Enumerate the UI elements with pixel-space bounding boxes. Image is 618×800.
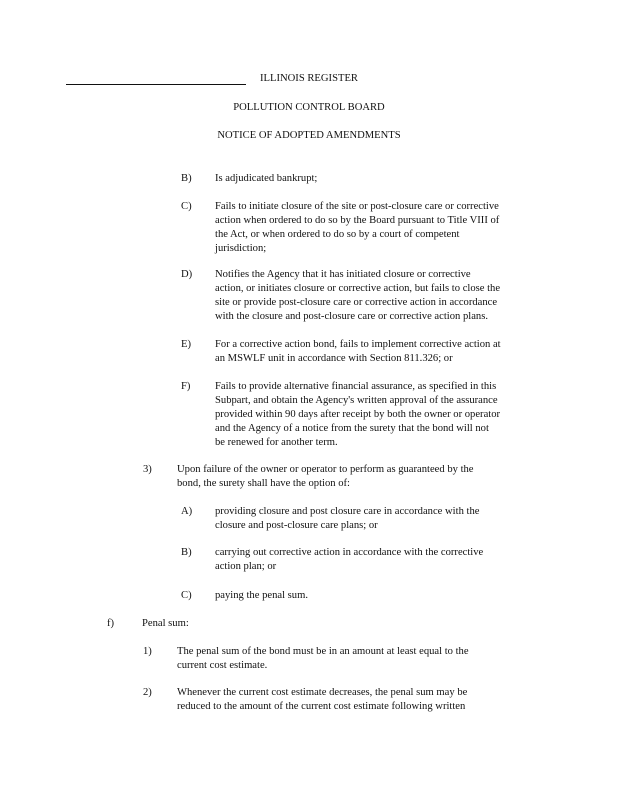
item-line: Fails to initiate closure of the site or post-closure care or corrective (215, 201, 499, 212)
item-label: F) (181, 381, 191, 392)
item-line: action, or initiates closure or corrective action, but fails to close the (215, 283, 501, 294)
item-line: Is adjudicated bankrupt; (215, 173, 318, 184)
item-line: Whenever the current cost estimate decreases, the penal sum may be (177, 687, 468, 698)
item-line: carrying out corrective action in accordance with the corrective (215, 547, 484, 558)
item-line: provided within 90 days after receipt by both the owner or operator (215, 409, 501, 420)
board-title: POLLUTION CONTROL BOARD (233, 102, 385, 113)
item-line: the Act, or when ordered to do so by a court of competent (215, 229, 460, 240)
item-label: A) (181, 506, 193, 517)
item-label: B) (181, 547, 192, 558)
item-label: C) (181, 201, 192, 212)
item-line: be renewed for another term. (215, 437, 338, 448)
item-label: 2) (143, 687, 152, 698)
item-label: E) (181, 339, 191, 350)
item-line: and the Agency of a notice from the surety that the bond will not (215, 423, 489, 434)
item-line: with the closure and post-closure care or corrective action plans. (215, 311, 488, 322)
item-line: reduced to the amount of the current cost estimate following written (177, 701, 466, 712)
item-line: paying the penal sum. (215, 590, 308, 601)
item-line: bond, the surety shall have the option of: (177, 478, 350, 489)
item-line: The penal sum of the bond must be in an amount at least equal to the (177, 646, 469, 657)
item-line: Notifies the Agency that it has initiated closure or corrective (215, 269, 471, 280)
item-label: 1) (143, 646, 152, 657)
item-line: Penal sum: (142, 618, 189, 629)
item-line: an MSWLF unit in accordance with Section 811.326; or (215, 353, 453, 364)
item-line: site or provide post-closure care or corrective action in accordance (215, 297, 498, 308)
item-line: jurisdiction; (215, 243, 267, 254)
item-line: Upon failure of the owner or operator to perform as guaranteed by the (177, 464, 474, 475)
item-label: C) (181, 590, 192, 601)
notice-title: NOTICE OF ADOPTED AMENDMENTS (217, 130, 401, 141)
item-label: f) (107, 618, 115, 629)
item-line: Fails to provide alternative financial assurance, as specified in this (215, 381, 497, 392)
item-line: providing closure and post closure care in accordance with the (215, 506, 480, 517)
item-line: For a corrective action bond, fails to implement corrective action at (215, 339, 501, 350)
item-label: 3) (143, 464, 152, 475)
item-line: closure and post-closure care plans; or (215, 520, 378, 531)
item-line: action plan; or (215, 561, 277, 572)
item-line: action when ordered to do so by the Board pursuant to Title VIII of (215, 215, 500, 226)
item-label: B) (181, 173, 192, 184)
item-label: D) (181, 269, 193, 280)
item-line: Subpart, and obtain the Agency's written approval of the assurance (215, 395, 498, 406)
register-title: ILLINOIS REGISTER (260, 73, 358, 84)
item-line: current cost estimate. (177, 660, 268, 671)
